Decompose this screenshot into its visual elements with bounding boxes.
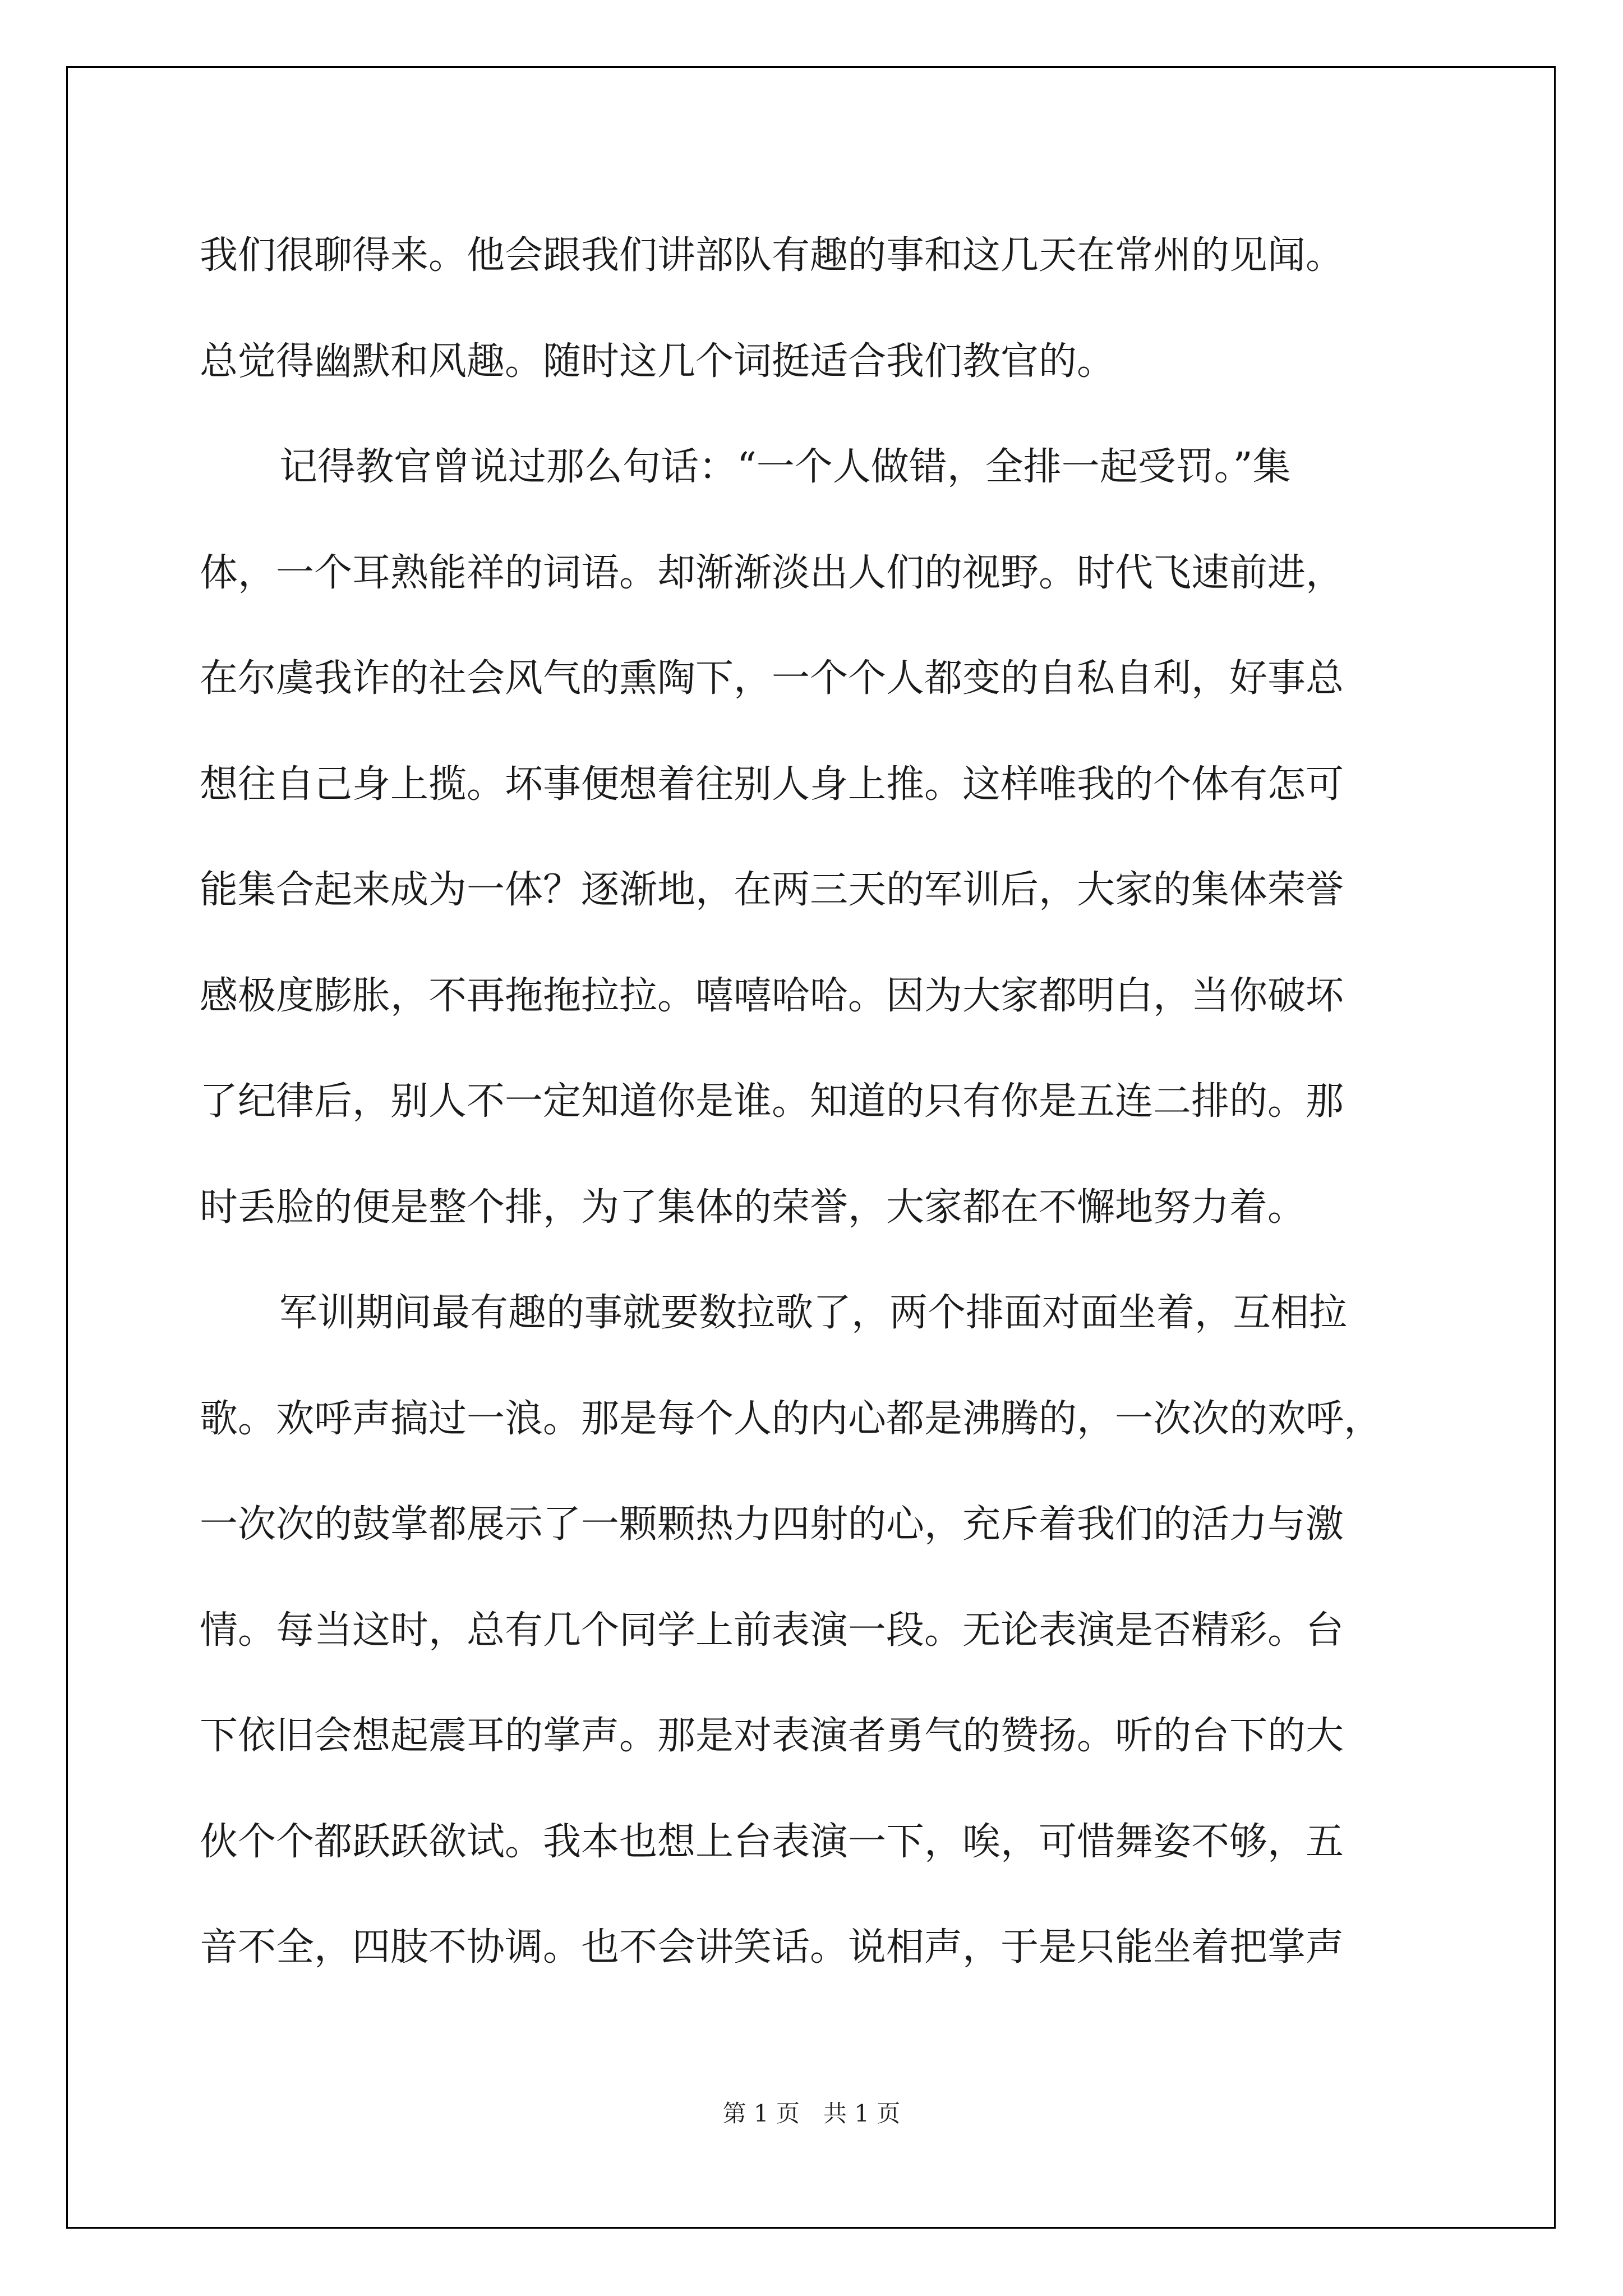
document-body <box>200 203 1433 2001</box>
text-line: 时丢脸的便是整个排，为了集体的荣誉，大家都在不懈地努力着。 <box>200 1185 1306 1230</box>
text-line: 了纪律后，别人不一定知道你是谁。知道的只有你是五连二排的。那 <box>200 1079 1344 1124</box>
text-line: 总觉得幽默和风趣。随时这几个词挺适合我们教官的。 <box>200 339 1115 384</box>
text-line: 感极度膨胀，不再拖拖拉拉。嘻嘻哈哈。因为大家都明白，当你破坏 <box>200 973 1344 1018</box>
page-number-footer: 第 1 页 共 1 页 <box>722 2100 901 2127</box>
text-line: 我们很聊得来。他会跟我们讲部队有趣的事和这几天在常州的见闻。 <box>200 233 1344 278</box>
text-line: 歌。欢呼声搞过一浪。那是每个人的内心都是沸腾的，一次次的欢呼， <box>200 1396 1382 1441</box>
text-line: 一次次的鼓掌都展示了一颗颗热力四射的心，充斥着我们的活力与激 <box>200 1502 1344 1547</box>
text-line: 下依旧会想起震耳的掌声。那是对表演者勇气的赞扬。听的台下的大 <box>200 1714 1344 1758</box>
text-line: 伙个个都跃跃欲试。我本也想上台表演一下，唉，可惜舞姿不够，五 <box>200 1819 1344 1864</box>
text-line: 能集合起来成为一体？逐渐地，在两三天的军训后，大家的集体荣誉 <box>200 868 1344 912</box>
text-line-paragraph-start: 军训期间最有趣的事就要数拉歌了，两个排面对面坐着，互相拉 <box>279 1291 1348 1335</box>
text-line: 在尔虞我诈的社会风气的熏陶下，一个个人都变的自私自利，好事总 <box>200 656 1344 701</box>
text-line: 情。每当这时，总有几个同学上前表演一段。无论表演是否精彩。台 <box>200 1608 1344 1653</box>
text-line: 体，一个耳熟能祥的词语。却渐渐淡出人们的视野。时代飞速前进， <box>200 550 1344 595</box>
text-line: 音不全，四肢不协调。也不会讲笑话。说相声，于是只能坐着把掌声 <box>200 1925 1344 1970</box>
text-line-paragraph-start: 记得教官曾说过那么句话：“一个人做错，全排一起受罚。”集 <box>279 445 1291 489</box>
text-line: 想往自己身上揽。坏事便想着往别人身上推。这样唯我的个体有怎可 <box>200 762 1344 807</box>
